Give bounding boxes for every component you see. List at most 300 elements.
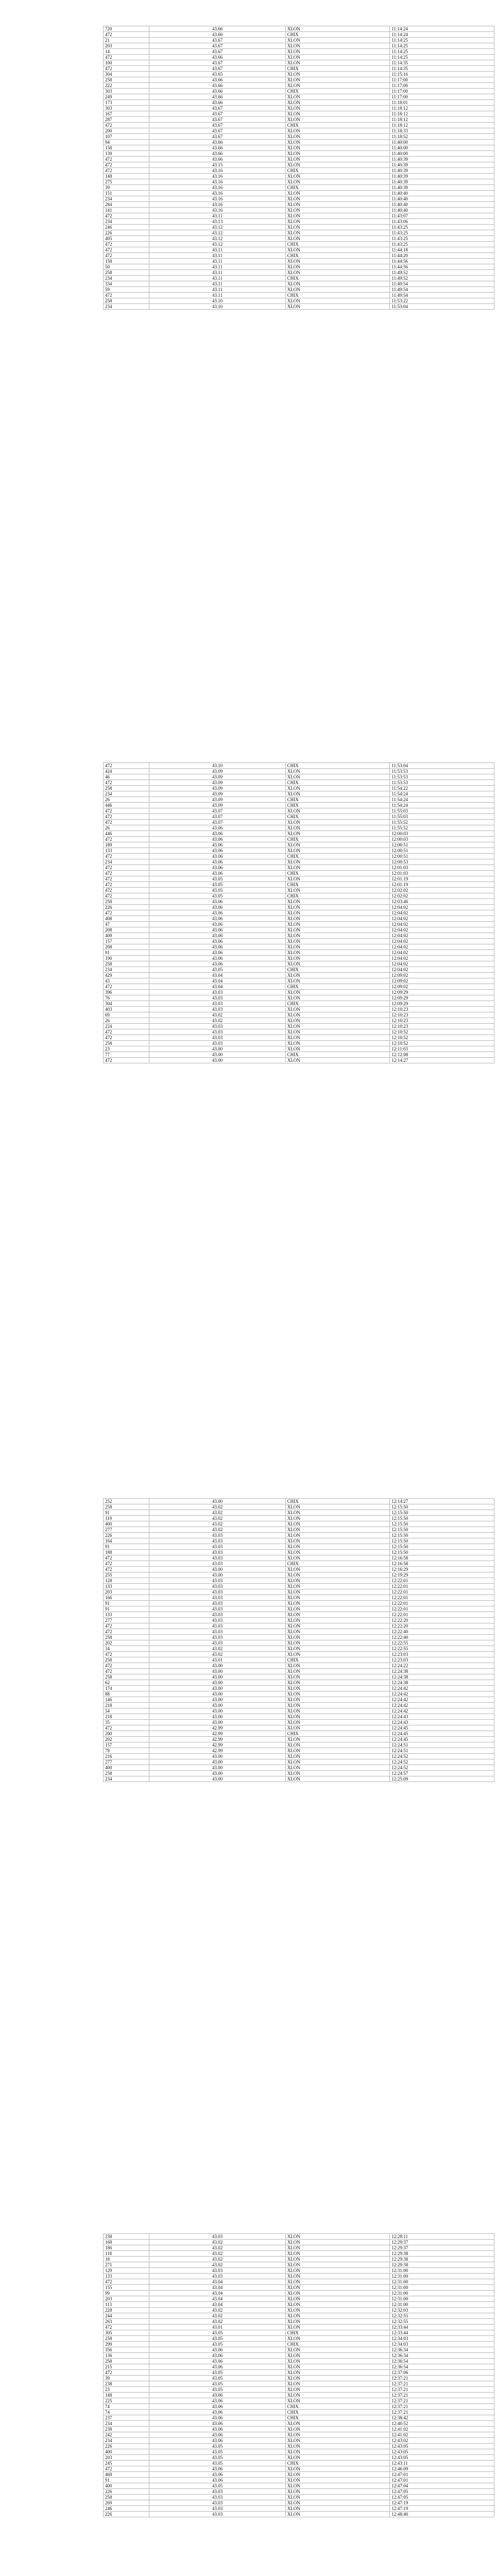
volume-cell: 62 <box>104 1680 149 1686</box>
time-cell: 12:15:50 <box>390 1533 494 1538</box>
table-row <box>104 117 494 123</box>
venue-cell: XLON <box>285 1007 390 1012</box>
volume-cell: 472 <box>104 1623 149 1629</box>
volume-cell: 158 <box>104 259 149 264</box>
time-cell: 12:22:40 <box>390 1629 494 1635</box>
table-row <box>104 1550 494 1555</box>
venue-cell: CHIX <box>285 1499 390 1504</box>
price-cell: 43.06 <box>149 899 285 905</box>
price-cell: 43.02 <box>149 1018 285 1024</box>
volume-cell: 107 <box>104 134 149 140</box>
table-row <box>104 837 494 842</box>
venue-cell: XLON <box>285 140 390 145</box>
venue-cell: XLON <box>285 1754 390 1759</box>
time-cell: 11:44:20 <box>390 253 494 259</box>
table-row <box>104 905 494 910</box>
time-cell: 11:43:25 <box>390 242 494 247</box>
volume-cell: 258 <box>104 1674 149 1680</box>
time-cell: 11:14:25 <box>390 55 494 60</box>
price-cell: 43.04 <box>149 2302 285 2308</box>
table-row <box>104 2415 494 2421</box>
table-row <box>104 2274 494 2279</box>
price-cell: 43.66 <box>149 55 285 60</box>
table-section-3 <box>103 1498 494 1782</box>
time-cell: 12:02:02 <box>390 888 494 893</box>
price-cell: 43.05 <box>149 2444 285 2449</box>
volume-cell: 303 <box>104 106 149 111</box>
table-row <box>104 1697 494 1703</box>
price-cell: 43.03 <box>149 1584 285 1589</box>
venue-cell: XLON <box>285 1606 390 1612</box>
table-row <box>104 1691 494 1697</box>
price-cell: 42.99 <box>149 1742 285 1748</box>
table-row <box>104 910 494 916</box>
volume-cell: 23 <box>104 2387 149 2393</box>
volume-cell: 91 <box>104 1601 149 1606</box>
venue-cell: CHIX <box>285 1657 390 1663</box>
time-cell: 12:37:21 <box>390 2387 494 2393</box>
time-cell: 12:29:38 <box>390 2257 494 2262</box>
time-cell: 12:09:02 <box>390 973 494 978</box>
price-cell: 43.05 <box>149 2455 285 2461</box>
venue-cell: XLON <box>285 179 390 185</box>
table-row <box>104 808 494 814</box>
price-cell: 43.02 <box>149 1012 285 1018</box>
price-cell: 43.05 <box>149 2336 285 2342</box>
venue-cell: XLON <box>285 100 390 106</box>
price-cell: 43.00 <box>149 1686 285 1691</box>
time-cell: 11:17:00 <box>390 94 494 100</box>
price-cell: 43.11 <box>149 253 285 259</box>
time-cell: 12:14:27 <box>390 1058 494 1063</box>
price-cell: 43.06 <box>149 916 285 922</box>
venue-cell: XLON <box>285 117 390 123</box>
time-cell: 12:41:02 <box>390 2427 494 2432</box>
table-row <box>104 151 494 157</box>
volume-cell: 472 <box>104 1652 149 1657</box>
price-cell: 43.67 <box>149 134 285 140</box>
time-cell: 12:22:01 <box>390 1612 494 1618</box>
time-cell: 12:36:54 <box>390 2364 494 2370</box>
volume-cell: 246 <box>104 2506 149 2512</box>
table-row <box>104 927 494 933</box>
time-cell: 12:29:37 <box>390 2240 494 2245</box>
time-cell: 12:00:51 <box>390 842 494 848</box>
price-cell: 43.06 <box>149 848 285 854</box>
volume-cell: 190 <box>104 956 149 961</box>
time-cell: 12:33:44 <box>390 2330 494 2336</box>
table-row <box>104 774 494 780</box>
time-cell: 11:55:52 <box>390 825 494 831</box>
time-cell: 12:10:23 <box>390 1007 494 1012</box>
table-row <box>104 956 494 961</box>
venue-cell: XLON <box>285 287 390 293</box>
price-cell: 43.06 <box>149 950 285 956</box>
venue-cell: CHIX <box>285 1052 390 1058</box>
venue-cell: XLON <box>285 1527 390 1533</box>
volume-cell: 258 <box>104 1041 149 1046</box>
price-cell: 43.04 <box>149 984 285 990</box>
table-row <box>104 140 494 145</box>
price-cell: 43.06 <box>149 939 285 944</box>
time-cell: 11:18:12 <box>390 117 494 123</box>
time-cell: 12:32:03 <box>390 2308 494 2313</box>
time-cell: 12:24:51 <box>390 1748 494 1754</box>
volume-cell: 224 <box>104 1024 149 1029</box>
volume-cell: 200 <box>104 1731 149 1737</box>
venue-cell: XLON <box>285 128 390 134</box>
venue-cell: XLON <box>285 1058 390 1063</box>
price-cell: 43.03 <box>149 1640 285 1646</box>
time-cell: 12:37:21 <box>390 2404 494 2410</box>
table-row <box>104 2285 494 2291</box>
time-cell: 12:15:50 <box>390 1504 494 1510</box>
time-cell: 12:01:19 <box>390 876 494 882</box>
venue-cell: CHIX <box>285 2342 390 2347</box>
price-cell: 43.00 <box>149 1754 285 1759</box>
time-cell: 12:22:01 <box>390 1595 494 1601</box>
venue-cell: XLON <box>285 2319 390 2325</box>
price-cell: 43.04 <box>149 2285 285 2291</box>
venue-cell: XLON <box>285 2483 390 2489</box>
volume-cell: 446 <box>104 803 149 808</box>
table-row <box>104 1765 494 1771</box>
volume-cell: 275 <box>104 179 149 185</box>
table-row <box>104 2398 494 2404</box>
table-row <box>104 298 494 304</box>
venue-cell: XLON <box>285 157 390 162</box>
volume-cell: 242 <box>104 2432 149 2438</box>
price-cell: 43.05 <box>149 967 285 973</box>
volume-cell: 119 <box>104 1516 149 1521</box>
table-row <box>104 43 494 49</box>
table-row <box>104 995 494 1001</box>
volume-cell: 99 <box>104 2291 149 2296</box>
table-row <box>104 1646 494 1652</box>
venue-cell: XLON <box>285 1697 390 1703</box>
price-cell: 43.03 <box>149 1595 285 1601</box>
volume-cell: 43 <box>104 978 149 984</box>
price-cell: 43.03 <box>149 2512 285 2517</box>
time-cell: 12:37:21 <box>390 2381 494 2387</box>
price-cell: 43.66 <box>149 77 285 83</box>
table-row <box>104 1640 494 1646</box>
volume-cell: 472 <box>104 168 149 174</box>
price-cell: 43.02 <box>149 1504 285 1510</box>
venue-cell: XLON <box>285 1748 390 1754</box>
price-cell: 43.66 <box>149 83 285 89</box>
volume-cell: 203 <box>104 1589 149 1595</box>
price-cell: 43.02 <box>149 1652 285 1657</box>
venue-cell: XLON <box>285 2245 390 2251</box>
price-cell: 43.02 <box>149 2308 285 2313</box>
table-row <box>104 49 494 55</box>
time-cell: 12:36:54 <box>390 2359 494 2364</box>
price-cell: 43.16 <box>149 191 285 196</box>
table-row <box>104 111 494 117</box>
price-cell: 43.02 <box>149 2240 285 2245</box>
volume-cell: 472 <box>104 55 149 60</box>
venue-cell: XLON <box>285 2308 390 2313</box>
time-cell: 12:24:43 <box>390 1714 494 1720</box>
venue-cell: CHIX <box>285 2415 390 2421</box>
table-row <box>104 876 494 882</box>
table-row <box>104 185 494 191</box>
volume-cell: 472 <box>104 888 149 893</box>
table-row <box>104 304 494 310</box>
price-cell: 43.10 <box>149 304 285 310</box>
time-cell: 12:37:21 <box>390 2398 494 2404</box>
volume-cell: 472 <box>104 814 149 820</box>
time-cell: 12:22:55 <box>390 1646 494 1652</box>
volume-cell: 148 <box>104 174 149 179</box>
venue-cell: CHIX <box>285 763 390 769</box>
time-cell: 12:00:53 <box>390 859 494 865</box>
time-cell: 12:12:08 <box>390 1052 494 1058</box>
volume-cell: 218 <box>104 1714 149 1720</box>
price-cell: 43.00 <box>149 1680 285 1686</box>
table-row <box>104 1776 494 1782</box>
volume-cell: 91 <box>104 950 149 956</box>
table-row <box>104 1720 494 1725</box>
venue-cell: XLON <box>285 191 390 196</box>
table-row <box>104 32 494 38</box>
volume-cell: 50 <box>104 264 149 270</box>
venue-cell: XLON <box>285 83 390 89</box>
table-row <box>104 2427 494 2432</box>
volume-cell: 304 <box>104 72 149 77</box>
price-cell: 43.06 <box>149 871 285 876</box>
table-row <box>104 287 494 293</box>
price-cell: 43.09 <box>149 797 285 803</box>
venue-cell: XLON <box>285 1567 390 1572</box>
time-cell: 12:04:02 <box>390 944 494 950</box>
venue-cell: XLON <box>285 905 390 910</box>
time-cell: 11:53:53 <box>390 769 494 774</box>
volume-cell: 133 <box>104 2274 149 2279</box>
venue-cell: XLON <box>285 1771 390 1776</box>
venue-cell: XLON <box>285 94 390 100</box>
table-row <box>104 1759 494 1765</box>
table-row <box>104 1601 494 1606</box>
price-cell: 43.03 <box>149 1544 285 1550</box>
venue-cell: XLON <box>285 848 390 854</box>
price-cell: 43.10 <box>149 298 285 304</box>
table-row <box>104 1589 494 1595</box>
price-cell: 43.05 <box>149 2449 285 2455</box>
table-row <box>104 2449 494 2455</box>
table-row <box>104 882 494 888</box>
table-row <box>104 2381 494 2387</box>
venue-cell: XLON <box>285 1674 390 1680</box>
volume-cell: 258 <box>104 298 149 304</box>
table-row <box>104 225 494 230</box>
venue-cell: XLON <box>285 1024 390 1029</box>
price-cell: 43.03 <box>149 2506 285 2512</box>
table-row <box>104 2432 494 2438</box>
volume-cell: 200 <box>104 128 149 134</box>
price-cell: 43.16 <box>149 185 285 191</box>
volume-cell: 403 <box>104 1007 149 1012</box>
volume-cell: 216 <box>104 1754 149 1759</box>
time-cell: 12:15:50 <box>390 1510 494 1516</box>
price-cell: 43.16 <box>149 208 285 213</box>
time-cell: 11:44:18 <box>390 247 494 253</box>
venue-cell: XLON <box>285 922 390 927</box>
volume-cell: 299 <box>104 2342 149 2347</box>
table-row <box>104 2364 494 2370</box>
venue-cell: XLON <box>285 1544 390 1550</box>
volume-cell: 472 <box>104 1567 149 1572</box>
venue-cell: XLON <box>285 1703 390 1708</box>
price-cell: 43.03 <box>149 1007 285 1012</box>
time-cell: 12:24:22 <box>390 1663 494 1669</box>
venue-cell: XLON <box>285 2291 390 2296</box>
time-cell: 12:32:55 <box>390 2319 494 2325</box>
volume-cell: 91 <box>104 2478 149 2483</box>
price-cell: 43.03 <box>149 1035 285 1041</box>
venue-cell: XLON <box>285 1595 390 1601</box>
table-row <box>104 2438 494 2444</box>
time-cell: 11:18:12 <box>390 111 494 117</box>
table-row <box>104 2512 494 2517</box>
venue-cell: XLON <box>285 43 390 49</box>
volume-cell: 118 <box>104 2251 149 2257</box>
volume-cell: 249 <box>104 94 149 100</box>
volume-cell: 26 <box>104 1018 149 1024</box>
volume-cell: 472 <box>104 780 149 786</box>
table-row <box>104 1652 494 1657</box>
volume-cell: 334 <box>104 281 149 287</box>
volume-cell: 18 <box>104 2257 149 2262</box>
price-cell: 43.00 <box>149 1720 285 1725</box>
table-row <box>104 162 494 168</box>
volume-cell: 46 <box>104 774 149 780</box>
venue-cell: XLON <box>285 298 390 304</box>
volume-cell: 472 <box>104 876 149 882</box>
price-cell: 43.11 <box>149 270 285 276</box>
price-cell: 43.11 <box>149 276 285 281</box>
volume-cell: 76 <box>104 995 149 1001</box>
volume-cell: 258 <box>104 1504 149 1510</box>
venue-cell: XLON <box>285 2506 390 2512</box>
table-row <box>104 1516 494 1521</box>
time-cell: 12:04:02 <box>390 933 494 939</box>
table-row <box>104 2404 494 2410</box>
price-cell: 43.05 <box>149 876 285 882</box>
time-cell: 11:40:40 <box>390 208 494 213</box>
venue-cell: XLON <box>285 2234 390 2240</box>
table-row <box>104 842 494 848</box>
time-cell: 12:43:11 <box>390 2461 494 2466</box>
venue-cell: XLON <box>285 888 390 893</box>
time-cell: 12:36:34 <box>390 2353 494 2359</box>
table-row <box>104 2234 494 2240</box>
table-row <box>104 939 494 944</box>
volume-cell: 35 <box>104 1720 149 1725</box>
volume-cell: 136 <box>104 2353 149 2359</box>
time-cell: 11:14:24 <box>390 32 494 38</box>
time-cell: 11:40:39 <box>390 168 494 174</box>
table-row <box>104 1606 494 1612</box>
price-cell: 43.02 <box>149 1516 285 1521</box>
table-row <box>104 1754 494 1759</box>
time-cell: 12:43:05 <box>390 2449 494 2455</box>
venue-cell: XLON <box>285 1623 390 1629</box>
price-cell: 43.12 <box>149 230 285 236</box>
volume-cell: 258 <box>104 899 149 905</box>
table-row <box>104 888 494 893</box>
volume-cell: 472 <box>104 2370 149 2376</box>
price-cell: 43.05 <box>149 2370 285 2376</box>
time-cell: 12:04:02 <box>390 961 494 967</box>
table-section-1 <box>103 26 494 310</box>
time-cell: 12:01:03 <box>390 865 494 871</box>
volume-cell: 234 <box>104 2421 149 2427</box>
venue-cell: XLON <box>285 1589 390 1595</box>
price-cell: 43.06 <box>149 961 285 967</box>
table-row <box>104 1714 494 1720</box>
table-row <box>104 1567 494 1572</box>
table-row <box>104 236 494 242</box>
table-row <box>104 950 494 956</box>
volume-cell: 225 <box>104 2398 149 2404</box>
venue-cell: XLON <box>285 2393 390 2398</box>
venue-cell: XLON <box>285 825 390 831</box>
time-cell: 11:17:00 <box>390 89 494 94</box>
volume-cell: 271 <box>104 2262 149 2268</box>
volume-cell: 472 <box>104 213 149 219</box>
time-cell: 12:22:01 <box>390 1601 494 1606</box>
table-row <box>104 293 494 298</box>
volume-cell: 226 <box>104 2512 149 2517</box>
venue-cell: XLON <box>285 304 390 310</box>
venue-cell: XLON <box>285 1601 390 1606</box>
table-row <box>104 1578 494 1584</box>
table-row <box>104 2410 494 2415</box>
volume-cell: 277 <box>104 1759 149 1765</box>
venue-cell: CHIX <box>285 882 390 888</box>
price-cell: 43.12 <box>149 242 285 247</box>
time-cell: 12:22:40 <box>390 1635 494 1640</box>
time-cell: 12:10:23 <box>390 1012 494 1018</box>
volume-cell: 472 <box>104 882 149 888</box>
price-cell: 43.02 <box>149 2319 285 2325</box>
table-row <box>104 2461 494 2466</box>
price-cell: 43.05 <box>149 2376 285 2381</box>
price-cell: 43.11 <box>149 287 285 293</box>
volume-cell: 21 <box>104 38 149 43</box>
price-cell: 43.03 <box>149 1538 285 1544</box>
volume-cell: 472 <box>104 1035 149 1041</box>
table-row <box>104 1018 494 1024</box>
venue-cell: XLON <box>285 1046 390 1052</box>
venue-cell: CHIX <box>285 797 390 803</box>
volume-cell: 303 <box>104 89 149 94</box>
volume-cell: 284 <box>104 202 149 208</box>
venue-cell: XLON <box>285 808 390 814</box>
table-row <box>104 26 494 32</box>
venue-cell: XLON <box>285 1737 390 1742</box>
venue-cell: XLON <box>285 1029 390 1035</box>
price-cell: 43.66 <box>149 157 285 162</box>
venue-cell: XLON <box>285 990 390 995</box>
venue-cell: XLON <box>285 2495 390 2500</box>
table-row <box>104 174 494 179</box>
time-cell: 11:54:24 <box>390 797 494 803</box>
table-row <box>104 820 494 825</box>
time-cell: 12:09:29 <box>390 990 494 995</box>
